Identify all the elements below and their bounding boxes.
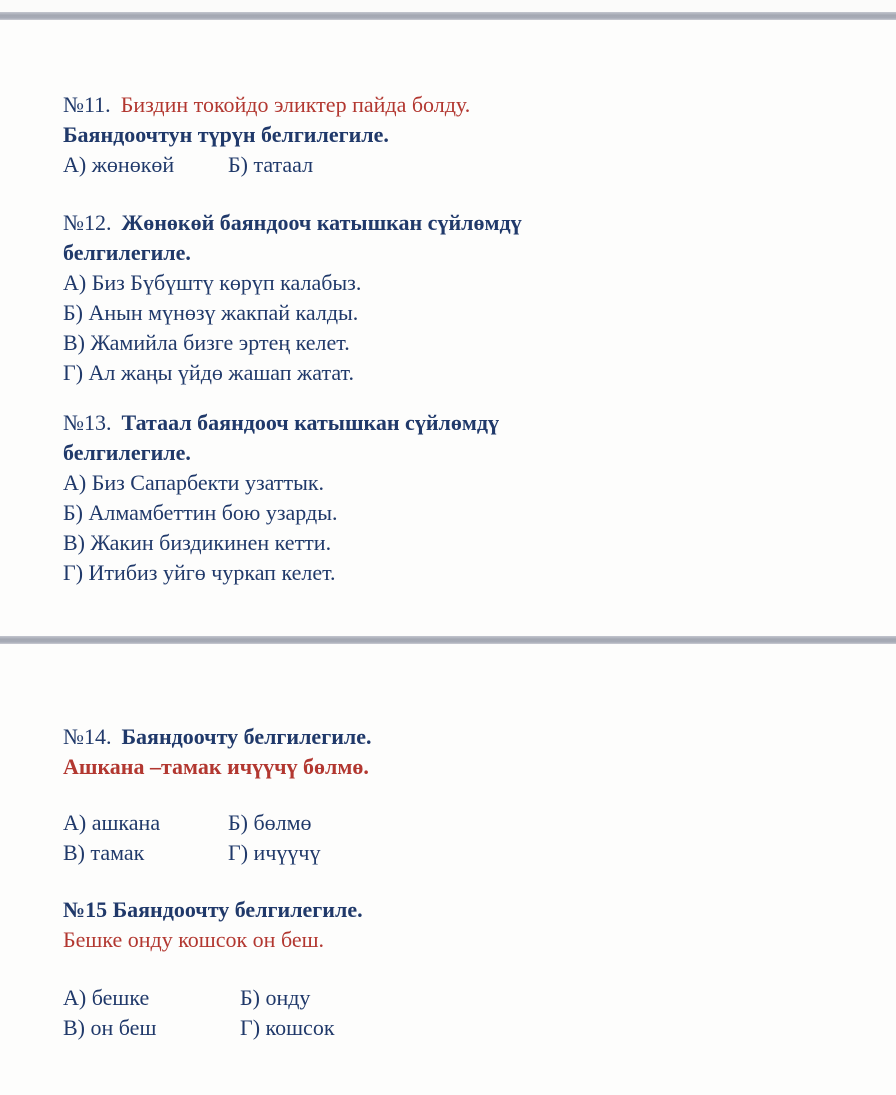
question-14-sentence: Ашкана –тамак ичүүчү бөлмө.: [63, 754, 369, 779]
question-14-option-g: Г) ичүүчү: [228, 840, 321, 865]
question-14-option-a: А) ашкана: [63, 810, 161, 835]
question-12-option-g: Г) Ал жаңы үйдө жашап жатат.: [63, 360, 354, 385]
question-13-number: №13.: [63, 410, 112, 435]
question-15-option-a: А) бешке: [63, 985, 150, 1010]
question-13-option-v: В) Жакин биздикинен кетти.: [63, 530, 332, 555]
question-14-task: Баяндоочту белгилегиле.: [121, 724, 372, 749]
question-15-sentence: Бешке онду кошсок он беш.: [63, 927, 325, 952]
question-12-option-b: Б) Анын мүнөзү жакпай калды.: [63, 300, 359, 325]
question-14-option-b: Б) бөлмө: [228, 810, 312, 835]
question-11-prompt-line: [63, 90, 856, 120]
question-12-option-a: А) Биз Бүбүштү көрүп калабыз.: [63, 270, 362, 295]
question-13-task-line: [63, 408, 618, 468]
question-11-number: №11.: [63, 92, 111, 117]
question-12-option-v: В) Жамийла бизге эртең келет.: [63, 330, 350, 355]
question-12-task: Жөнөкөй баяндооч катышкан сүйлөмдү белгилегиле.: [63, 210, 522, 265]
question-14-option-v: В) тамак: [63, 840, 145, 865]
page-top-border-bar: [0, 12, 896, 20]
question-15-options-row-1: [63, 983, 856, 1013]
question-13-option-a: А) Биз Сапарбекти узаттык.: [63, 470, 325, 495]
question-15-options: [63, 983, 856, 1043]
document-page-1: [0, 20, 896, 636]
question-13-option-g: Г) Итибиз уйгө чуркап келет.: [63, 560, 336, 585]
question-15-option-g: Г) кошсок: [240, 1015, 335, 1040]
page-top-margin: [0, 0, 896, 12]
question-14-number: №14.: [63, 724, 112, 749]
question-15-task-line: №15 Баяндоочту белгилегиле.: [63, 897, 363, 922]
question-14: [63, 722, 856, 868]
question-12-task-line: [63, 208, 618, 268]
question-14-options: [63, 808, 856, 868]
question-13-option-b: Б) Алмамбеттин бою узарды.: [63, 500, 338, 525]
question-15-options-row-2: [63, 1013, 856, 1043]
question-11-task: Баяндоочтун түрүн белгилегиле.: [63, 122, 389, 147]
question-12: [63, 208, 856, 388]
question-11-sentence: Биздин токойдо эликтер пайда болду.: [120, 92, 471, 117]
question-13-task: Татаал баяндооч катышкан сүйлөмдү белгилегиле.: [63, 410, 499, 465]
question-14-options-row-1: [63, 808, 856, 838]
question-14-options-row-2: [63, 838, 856, 868]
question-15: [63, 895, 856, 1043]
question-11-option-b: Б) татаал: [228, 152, 314, 177]
page-divider-bar: [0, 636, 896, 644]
question-11-option-a: А) жөнөкөй: [63, 152, 175, 177]
question-11-options-row: [63, 150, 856, 180]
document-page-2: [0, 644, 896, 1043]
question-12-number: №12.: [63, 210, 112, 235]
question-15-option-b: Б) онду: [240, 985, 311, 1010]
question-14-task-line: [63, 722, 856, 752]
question-15-option-v: В) он беш: [63, 1015, 157, 1040]
question-11: [63, 90, 856, 180]
question-13: [63, 408, 856, 588]
